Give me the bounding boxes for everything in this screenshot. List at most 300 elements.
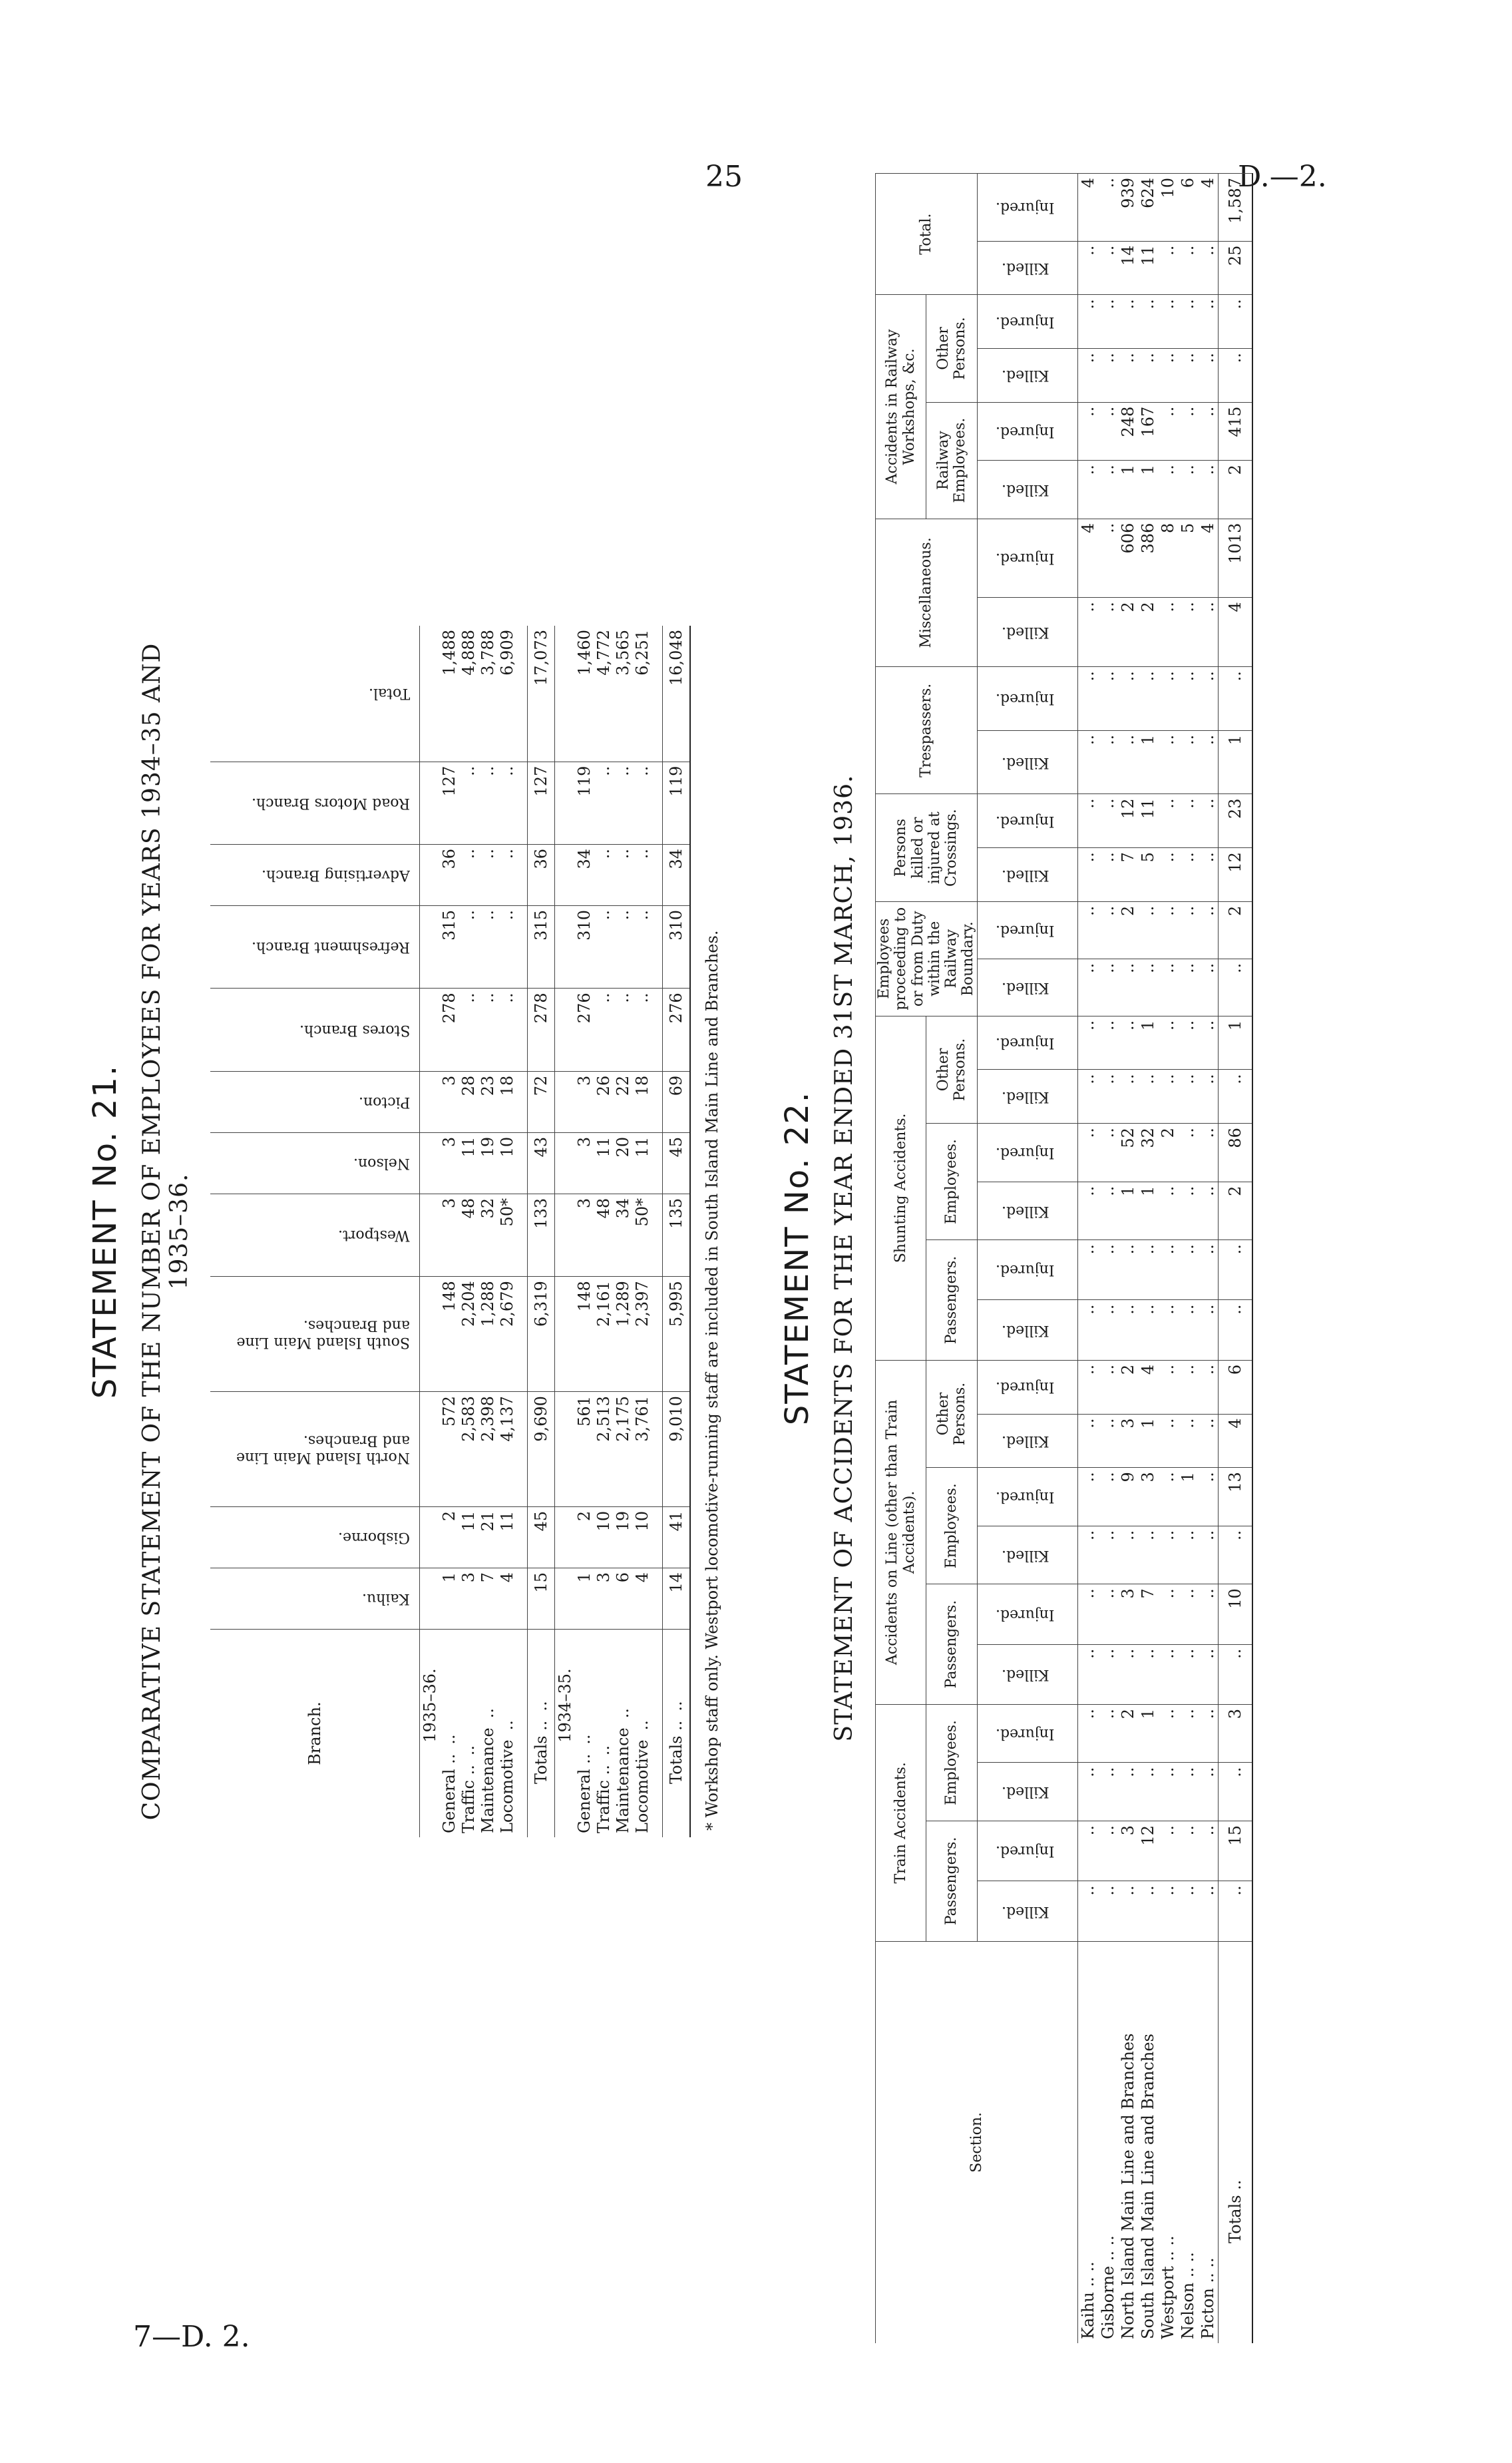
table-cell: 4 — [497, 1568, 516, 1629]
table-cell: 5 — [1178, 519, 1198, 598]
table-cell: .. — [1178, 241, 1198, 295]
header-label: Killed. — [1001, 1783, 1049, 1801]
table-row — [439, 626, 459, 1837]
table-cell: .. — [1077, 1468, 1098, 1526]
header-label: Injured. — [996, 198, 1055, 216]
table-cell: 148 — [439, 1277, 459, 1392]
row-label: South Island Main Line and Branches — [1138, 1941, 1158, 2343]
table-cell: 22 — [613, 1071, 632, 1132]
table-cell — [516, 1630, 528, 1838]
injured-header — [977, 1360, 1077, 1414]
table-cell: 18 — [497, 1071, 516, 1132]
table-cell — [420, 1194, 440, 1276]
table-cell: .. — [1178, 1360, 1198, 1414]
table-cell: 1,587 — [1218, 174, 1252, 242]
column-header-label: Picton. — [358, 1093, 410, 1110]
row-label-text: Maintenance — [478, 1727, 497, 1833]
table-cell — [555, 1194, 575, 1276]
table-cell: 3 — [459, 1568, 478, 1629]
table-row — [1098, 174, 1118, 2344]
row-label-text: Totals .. — [667, 1720, 685, 1784]
table-cell: .. — [1218, 1763, 1252, 1821]
table-row — [1138, 174, 1158, 2344]
table-cell: .. — [1178, 1704, 1198, 1763]
table-cell: 34 — [613, 1194, 632, 1276]
table-cell: .. — [1098, 667, 1118, 731]
table-cell: .. — [1158, 1881, 1178, 1941]
killed-header — [977, 1881, 1077, 1941]
employees-table — [210, 626, 691, 1837]
table-cell: .. — [1098, 794, 1118, 848]
table-cell: 1 — [439, 1568, 459, 1629]
leader-dots: .. — [497, 1720, 516, 1731]
table-cell: .. — [1158, 959, 1178, 1016]
table-cell: 3,788 — [478, 626, 497, 762]
table-cell: .. — [1098, 1182, 1118, 1240]
table-cell: .. — [1178, 1821, 1198, 1881]
row-label: Nelson .. .. — [1178, 1941, 1198, 2343]
table-cell: 12 — [1218, 848, 1252, 902]
table-cell — [652, 1277, 663, 1392]
table-cell: .. — [1218, 1881, 1252, 1941]
table-cell: .. — [1138, 1644, 1158, 1704]
leader-dots: .. — [459, 1745, 478, 1756]
table-cell: 2 — [574, 1506, 594, 1568]
table-cell: .. — [1178, 1182, 1198, 1240]
table-cell: 8 — [1158, 519, 1178, 598]
table-cell: .. — [1158, 1240, 1178, 1300]
column-header — [210, 844, 420, 905]
row-label — [439, 1630, 459, 1838]
killed-header — [977, 1763, 1077, 1821]
table-cell: .. — [632, 762, 652, 844]
table-cell — [420, 1506, 440, 1568]
table-cell: 12 — [1138, 1821, 1158, 1881]
table-cell: 1 — [1118, 1182, 1138, 1240]
column-header-label: Stores Branch. — [299, 1021, 410, 1038]
table-cell: 1,460 — [574, 626, 594, 762]
leader-dots: .. — [613, 1708, 632, 1719]
header-label: Killed. — [1001, 481, 1049, 499]
table-cell: .. — [1077, 1240, 1098, 1300]
year-section-row — [555, 626, 575, 1837]
column-header-label: Westport. — [338, 1227, 410, 1244]
table-cell — [652, 1071, 663, 1132]
document-code: D.—2. — [1238, 160, 1327, 194]
table-cell: 10 — [497, 1132, 516, 1194]
table-cell — [652, 1506, 663, 1568]
page-number: 25 — [705, 160, 743, 194]
table-cell: 50* — [632, 1194, 652, 1276]
table-cell: 69 — [663, 1071, 691, 1132]
killed-header — [977, 1300, 1077, 1360]
header-label: Injured. — [996, 313, 1055, 330]
table-cell: 19 — [613, 1506, 632, 1568]
table-cell: 1 — [1138, 1016, 1158, 1070]
table-cell: .. — [1077, 901, 1098, 959]
table-cell: .. — [1158, 1468, 1178, 1526]
table-cell: .. — [1158, 1182, 1178, 1240]
table-cell: 1 — [1118, 461, 1138, 519]
table-cell: 12 — [1118, 794, 1138, 848]
column-header — [210, 762, 420, 844]
table-cell: 1,289 — [613, 1277, 632, 1392]
table-cell: .. — [1178, 1644, 1198, 1704]
group-header: Accidents on Line (other than Train Accidents). — [876, 1360, 926, 1704]
table-row — [1118, 174, 1138, 2344]
table-cell: .. — [1077, 1526, 1098, 1584]
table-cell: .. — [1178, 1124, 1198, 1182]
table-cell: 2,204 — [459, 1277, 478, 1392]
killed-header — [977, 348, 1077, 402]
killed-header — [977, 1644, 1077, 1704]
table-cell: .. — [1178, 730, 1198, 794]
table-cell — [652, 906, 663, 989]
table-cell: .. — [1098, 1704, 1118, 1763]
table-cell: .. — [1158, 1070, 1178, 1124]
table-cell: .. — [1077, 1300, 1098, 1360]
table-cell: .. — [1077, 1124, 1098, 1182]
row-label — [594, 1630, 613, 1838]
row-label — [613, 1630, 632, 1838]
table-cell: 2,161 — [594, 1277, 613, 1392]
killed-header — [977, 1070, 1077, 1124]
header-label: Killed. — [1001, 1666, 1049, 1683]
column-header — [210, 989, 420, 1071]
table-cell: .. — [1098, 1070, 1118, 1124]
table-cell: .. — [1198, 901, 1219, 959]
table-cell: .. — [594, 989, 613, 1071]
table-cell: 72 — [528, 1071, 555, 1132]
table-cell: .. — [1178, 1240, 1198, 1300]
table-cell: 1,288 — [478, 1277, 497, 1392]
table-cell: 315 — [528, 906, 555, 989]
year-label: 1935–36. — [420, 1668, 439, 1743]
table-cell: .. — [1077, 1763, 1098, 1821]
table-cell: 310 — [574, 906, 594, 989]
table-cell: .. — [1178, 1584, 1198, 1644]
row-label-text: Maintenance — [613, 1727, 632, 1833]
table-cell: .. — [1077, 241, 1098, 295]
table-cell: 28 — [459, 1071, 478, 1132]
table-cell: 10 — [1158, 174, 1178, 242]
table-cell: .. — [1178, 295, 1198, 349]
header-label: Killed. — [1001, 754, 1049, 771]
table-cell: .. — [1077, 794, 1098, 848]
table-cell — [555, 1506, 575, 1568]
column-header — [210, 1132, 420, 1194]
table-cell: 11 — [594, 1132, 613, 1194]
subgroup-header: Employees. — [926, 1704, 977, 1821]
table-cell: 1 — [1138, 1182, 1158, 1240]
table-cell: 4 — [1198, 174, 1219, 242]
table-cell: 2,398 — [478, 1392, 497, 1507]
statement-22-title: STATEMENT No. 22. — [779, 1090, 816, 1426]
table-cell: 2 — [1218, 901, 1252, 959]
table-cell: .. — [1077, 1644, 1098, 1704]
row-label — [663, 1630, 691, 1838]
killed-header — [977, 848, 1077, 902]
table-cell — [555, 989, 575, 1071]
table-cell: 127 — [528, 762, 555, 844]
table-cell: .. — [1218, 1526, 1252, 1584]
table-cell: .. — [1158, 730, 1178, 794]
spacer-row — [652, 626, 663, 1837]
table-cell: .. — [1098, 295, 1118, 349]
column-header-label: South Island Main Line and Branches. — [236, 1317, 410, 1351]
row-label-text: General .. — [574, 1753, 594, 1833]
table-cell: .. — [1077, 1016, 1098, 1070]
group-header: Total. — [876, 174, 978, 295]
column-header-label: Refreshment Branch. — [251, 939, 410, 956]
header-label: Killed. — [1001, 367, 1049, 384]
table-row — [1158, 174, 1178, 2344]
table-cell: .. — [1077, 348, 1098, 402]
table-cell — [420, 1277, 440, 1392]
table-cell: .. — [1178, 901, 1198, 959]
table-cell: .. — [1158, 295, 1178, 349]
row-label — [497, 1630, 516, 1838]
column-header — [210, 1194, 420, 1276]
row-label — [632, 1630, 652, 1838]
injured-header — [977, 1124, 1077, 1182]
header-label: Injured. — [996, 550, 1055, 567]
table-cell: .. — [632, 989, 652, 1071]
table-cell: .. — [1198, 1526, 1219, 1584]
table-cell: 278 — [528, 989, 555, 1071]
table-cell: 21 — [478, 1506, 497, 1568]
table-cell: .. — [1198, 794, 1219, 848]
table-cell: 6 — [1178, 174, 1198, 242]
table-cell: .. — [1178, 402, 1198, 461]
table-cell: .. — [1158, 667, 1178, 731]
table-cell: .. — [1158, 1360, 1178, 1414]
table-cell: 2,679 — [497, 1277, 516, 1392]
spacer-row — [516, 626, 528, 1837]
leader-dots: .. — [532, 1701, 550, 1711]
table-cell: .. — [478, 989, 497, 1071]
table-cell: .. — [1218, 295, 1252, 349]
table-cell: .. — [1158, 794, 1178, 848]
table-cell: 10 — [1218, 1584, 1252, 1644]
table-cell: 2 — [439, 1506, 459, 1568]
table-row — [1178, 174, 1198, 2344]
signature-mark: 7—D. 2. — [133, 2320, 250, 2354]
table-cell: 4,772 — [594, 626, 613, 762]
table-cell: .. — [1118, 1763, 1138, 1821]
column-header-label: Advertising Branch. — [262, 867, 410, 884]
accidents-table — [875, 173, 1253, 2343]
table-cell — [516, 844, 528, 905]
table-cell: .. — [1077, 848, 1098, 902]
table-cell — [516, 1277, 528, 1392]
table-cell: 45 — [528, 1506, 555, 1568]
statement-21 — [87, 626, 725, 1837]
table-cell: .. — [1198, 730, 1219, 794]
table-cell: 52 — [1118, 1124, 1138, 1182]
table-cell: 20 — [613, 1132, 632, 1194]
header-label: Killed. — [1001, 624, 1049, 641]
table-cell — [516, 989, 528, 1071]
column-header-label: Gisborne. — [338, 1529, 410, 1546]
table-cell: 386 — [1138, 519, 1158, 598]
table-cell: 3,565 — [613, 626, 632, 762]
table-cell: 1 — [1138, 461, 1158, 519]
table-cell: 3 — [594, 1568, 613, 1629]
table-cell: .. — [1198, 667, 1219, 731]
table-cell — [516, 1506, 528, 1568]
subgroup-header: Passengers. — [926, 1821, 977, 1941]
table-cell — [516, 906, 528, 989]
table-cell: .. — [1118, 1070, 1138, 1124]
table-cell: 939 — [1118, 174, 1138, 242]
table-cell: .. — [1178, 1414, 1198, 1468]
killed-header — [977, 730, 1077, 794]
table-cell: 2,513 — [594, 1392, 613, 1507]
table-cell: .. — [1118, 1881, 1138, 1941]
table-cell — [652, 1630, 663, 1838]
table-cell: .. — [1098, 730, 1118, 794]
table-cell: .. — [1158, 1414, 1178, 1468]
table-cell: .. — [1198, 1360, 1219, 1414]
table-cell: 13 — [1218, 1468, 1252, 1526]
row-label — [459, 1630, 478, 1838]
table-cell: 11 — [497, 1506, 516, 1568]
table-cell: .. — [1098, 1124, 1118, 1182]
table-cell: .. — [1098, 1016, 1118, 1070]
table-cell — [420, 906, 440, 989]
row-label: Westport .. .. — [1158, 1941, 1178, 2343]
table-cell: 5 — [1138, 848, 1158, 902]
table-cell: .. — [613, 762, 632, 844]
table-cell: 11 — [1138, 241, 1158, 295]
table-cell: 148 — [574, 1277, 594, 1392]
row-label: Totals .. — [1218, 1941, 1252, 2343]
group-header: Trespassers. — [876, 667, 978, 794]
table-row — [478, 626, 497, 1837]
table-cell: .. — [1118, 1240, 1138, 1300]
table-cell — [516, 1568, 528, 1629]
table-cell: .. — [1077, 1414, 1098, 1468]
table-cell: .. — [594, 844, 613, 905]
table-cell: .. — [1178, 1016, 1198, 1070]
table-cell: .. — [1158, 1821, 1178, 1881]
table-cell: .. — [1178, 461, 1198, 519]
table-cell: .. — [1077, 1821, 1098, 1881]
table-cell: 3 — [1138, 1468, 1158, 1526]
table-cell: 3,761 — [632, 1392, 652, 1507]
table-cell: .. — [1218, 667, 1252, 731]
totals-row — [528, 626, 555, 1837]
table-cell: 41 — [663, 1506, 691, 1568]
table-cell: .. — [1138, 959, 1158, 1016]
table-row — [594, 626, 613, 1837]
table-cell: .. — [1198, 1468, 1219, 1526]
table-cell: .. — [1198, 402, 1219, 461]
table-cell: .. — [1118, 1526, 1138, 1584]
table-cell: 119 — [663, 762, 691, 844]
table-cell: .. — [1098, 1300, 1118, 1360]
header-label: Killed. — [1001, 260, 1049, 277]
table-cell: 4 — [1198, 519, 1219, 598]
totals-row — [1218, 174, 1252, 2344]
statement-21-subtitle: COMPARATIVE STATEMENT OF THE NUMBER OF EMPLOYEES FOR YEARS 1934–35 AND 1935–36. — [138, 642, 193, 1821]
table-cell: .. — [1138, 1763, 1158, 1821]
table-cell: .. — [1198, 848, 1219, 902]
subgroup-header: Employees. — [926, 1468, 977, 1584]
table-cell: .. — [613, 844, 632, 905]
leader-dots: .. — [574, 1734, 594, 1745]
row-label: Picton .. .. — [1198, 1941, 1219, 2343]
table-cell: 3 — [1118, 1414, 1138, 1468]
table-cell: 1 — [574, 1568, 594, 1629]
table-cell: 2 — [1118, 598, 1138, 667]
table-cell: .. — [594, 906, 613, 989]
table-cell: .. — [1098, 241, 1118, 295]
table-cell: 4 — [1077, 519, 1098, 598]
table-cell — [652, 844, 663, 905]
table-cell: .. — [1118, 1016, 1138, 1070]
table-cell: 2,583 — [459, 1392, 478, 1507]
table-cell: .. — [459, 906, 478, 989]
statement-22 — [779, 173, 1404, 2343]
column-header-label: Kaihu. — [362, 1590, 410, 1608]
table-cell — [652, 1194, 663, 1276]
table-cell: 15 — [528, 1568, 555, 1629]
table-cell: .. — [1098, 461, 1118, 519]
table-cell: .. — [1118, 1300, 1138, 1360]
leader-dots: .. — [632, 1720, 652, 1731]
table-row — [459, 626, 478, 1837]
table-cell: .. — [1178, 667, 1198, 731]
column-header-label: Total. — [368, 685, 410, 702]
table-cell: 248 — [1118, 402, 1138, 461]
header-label: Injured. — [996, 1034, 1055, 1052]
group-header: Employees proceeding to or from Duty within the Railway Boundary. — [876, 901, 978, 1016]
table-cell: 43 — [528, 1132, 555, 1194]
table-cell: 3 — [439, 1132, 459, 1194]
year-label: 1934–35. — [555, 1668, 574, 1743]
killed-header — [977, 241, 1077, 295]
table-cell: 14 — [1118, 241, 1138, 295]
killed-header — [977, 1414, 1077, 1468]
injured-header — [977, 794, 1077, 848]
table-cell: .. — [1098, 174, 1118, 242]
table-cell: 11 — [632, 1132, 652, 1194]
table-cell: 7 — [1138, 1584, 1158, 1644]
group-header: Accidents in Railway Workshops, &c. — [876, 295, 926, 519]
table-cell: 167 — [1138, 402, 1158, 461]
table-cell: .. — [1077, 1182, 1098, 1240]
table-row — [613, 626, 632, 1837]
table-cell: 11 — [1138, 794, 1158, 848]
table-cell: 3 — [1218, 1704, 1252, 1763]
table-cell: 9,010 — [663, 1392, 691, 1507]
table-cell: 1 — [1178, 1468, 1198, 1526]
table-cell: .. — [1198, 241, 1219, 295]
table-cell: 17,073 — [528, 626, 555, 762]
row-label: Gisborne .. .. — [1098, 1941, 1118, 2343]
group-header: Train Accidents. — [876, 1704, 926, 1941]
table-cell — [420, 626, 440, 762]
table-cell: 4,137 — [497, 1392, 516, 1507]
table-cell: 415 — [1218, 402, 1252, 461]
table-cell: .. — [1218, 1240, 1252, 1300]
table-cell: 561 — [574, 1392, 594, 1507]
table-cell: .. — [1118, 295, 1138, 349]
table-cell: 32 — [1138, 1124, 1158, 1182]
table-cell: 34 — [574, 844, 594, 905]
